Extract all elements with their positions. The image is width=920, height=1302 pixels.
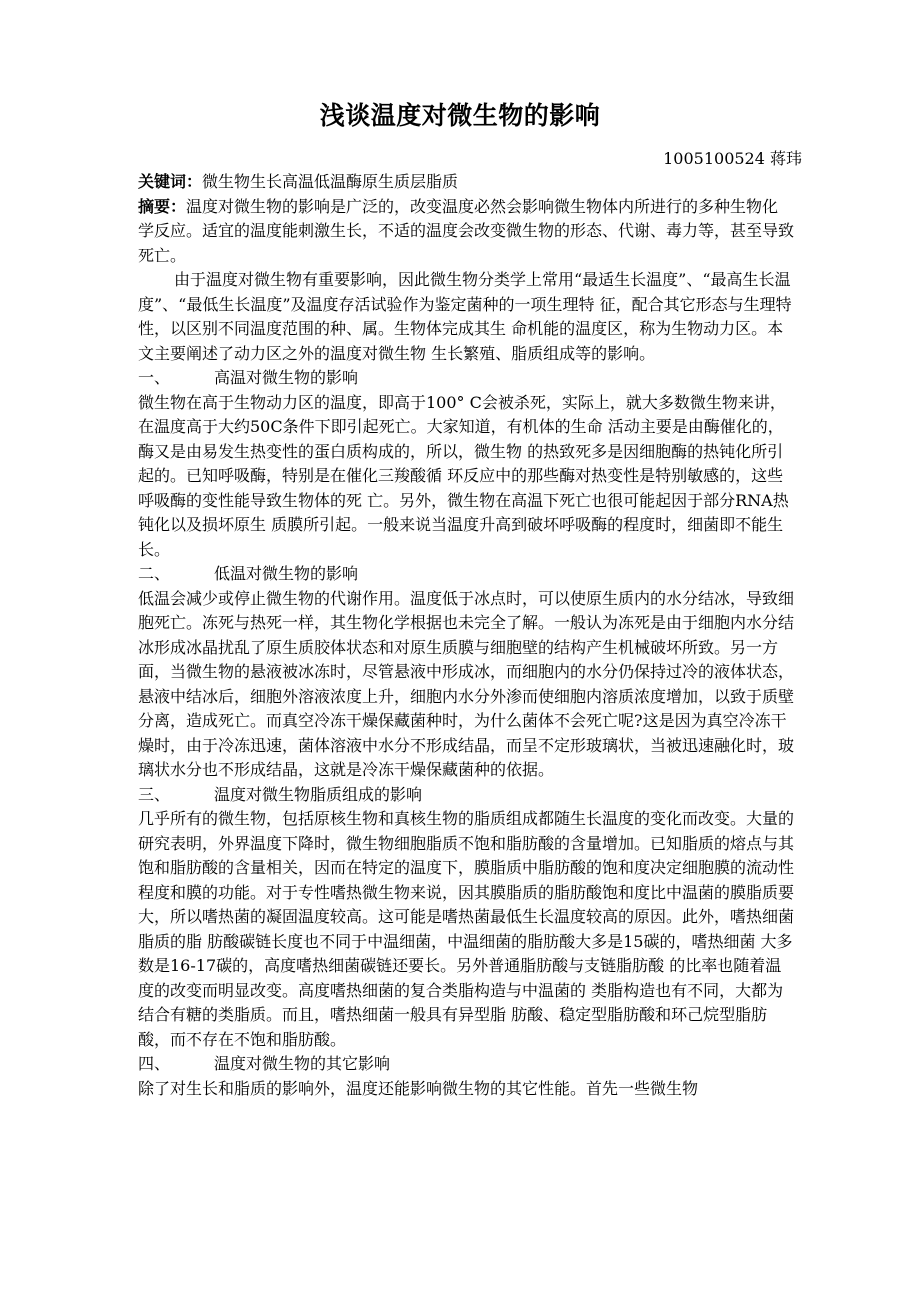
document-body xyxy=(138,170,794,1101)
section-number: 四、 xyxy=(138,1054,171,1073)
section-number: 三、 xyxy=(138,784,171,804)
section-number: 一、 xyxy=(138,368,171,387)
section-heading xyxy=(138,1052,794,1077)
section-body: 低温会减少或停止微生物的代谢作用。温度低于冰点时，可以使原生质内的水分结冰，导致细胞死亡。冻死与热死一样，其生物化学根据也未完全了解。一般认为冻死是由于细胞内水分结冰形成冰晶扰乱了原生质胶体状态和对原生质膜与细胞壁的结构产生机械破坏所致。另一方面，当微生物的悬液被冰冻时，尽管悬液中形成冰，而细胞内的水分仍保持过冷的液体状态，悬液中结冰后，细胞外溶液浓度上升，细胞内水分外渗而使细胞内溶质浓度增加，以致于质壁分离，造成死亡。而真空冷冻干燥保藏菌种时，为什么菌体不会死亡呢?这是因为真空冷冻干燥时，由于冷冻迅速，菌体溶液中水分不形成结晶，而呈不定形玻璃状，当被迅速融化时，玻璃状水分也不形成结晶，这就是冷冻干燥保藏菌种的依据。 xyxy=(138,588,795,779)
section-title: 高温对微生物的影响 xyxy=(214,368,359,387)
section-heading xyxy=(138,366,794,391)
section-body: 微生物在高于生物动力区的温度，即高于100° C会被杀死，实际上，就大多数微生物来讲，在温度高于大约50C条件下即引起死亡。大家知道，有机体的生命 活动主要是由酶催化的，酶又是由易发生热变性的蛋白质构成的，所以，微生物 的热致死多是因细胞酶的热钝化所引起的。已知呼吸酶，特别是在催化三羧酸循 环反应中的那些酶对热变性是特别敏感的，这些呼吸酶的变性能导致生物体的死 亡。另外，微生物在高温下死亡也很可能起因于部分RNA热钝化以及损坏原生 质膜所引起。一般来说当温度升高到破坏呼吸酶的程度时，细菌即不能生长。 xyxy=(138,392,789,559)
section-title: 温度对微生物的其它影响 xyxy=(214,1054,391,1073)
intro-paragraph: 由于温度对微生物有重要影响，因此微生物分类学上常用“最适生长温度”、“最高生长温度”、“最低生长温度”及温度存活试验作为鉴定菌种的一项生理特 征，配合其它形态与生理特性，以区别不同温度范围的种、属。生物体完成其生 命机能的温度区，称为生物动力区。本文主要阐述了动力区之外的温度对微生物 生长繁殖、脂质组成等的影响。 xyxy=(138,270,792,363)
keywords-paragraph xyxy=(138,170,794,195)
section-title: 温度对微生物脂质组成的影响 xyxy=(214,784,423,804)
section-title: 低温对微生物的影响 xyxy=(214,564,359,583)
abstract-label: 摘要： xyxy=(138,196,187,216)
section-heading xyxy=(138,562,794,587)
section-heading xyxy=(138,783,794,808)
abstract-paragraph xyxy=(138,195,794,269)
keywords-label: 关键词： xyxy=(138,172,203,191)
section-number: 二、 xyxy=(138,564,171,583)
page-title: 浅谈温度对微生物的影响 xyxy=(319,101,601,130)
author-line: 1005100524 蒋玮 xyxy=(663,149,802,168)
abstract-text: 温度对微生物的影响是广泛的，改变温度必然会影响微生物体内所进行的多种生物化学反应。适宜的温度能刺激生长，不适的温度会改变微生物的形态、代谢、毒力等，甚至导致死亡。 xyxy=(138,196,795,265)
section-body: 几乎所有的微生物，包括原核生物和真核生物的脂质组成都随生长温度的变化而改变。大量的研究表明，外界温度下降时，微生物细胞脂质不饱和脂肪酸的含量增加。已知脂质的熔点与其饱和脂肪酸的含量相关，因而在特定的温度下，膜脂质中脂肪酸的饱和度决定细胞膜的流动性程度和膜的功能。对于专性嗜热微生物来说，因其膜脂质的脂肪酸饱和度比中温菌的膜脂质要大，所以嗜热菌的凝固温度较高。这可能是嗜热菌最低生长温度较高的原因。此外，嗜热细菌脂质的脂 肪酸碳链长度也不同于中温细菌，中温细菌的脂肪酸大多是15碳的，嗜热细菌 大多数是16-17碳的，高度嗜热细菌碳链还要长。另外普通脂肪酸与支链脂肪酸 的比率也随着温度的改变而明显改变。高度嗜热细菌的复合类脂构造与中温菌的 类脂构造也有不同，大都为结合有糖的类脂质。而且，嗜热细菌一般具有异型脂 肪酸、稳定型脂肪酸和环己烷型脂肪酸，而不存在不饱和脂肪酸。 xyxy=(138,809,795,1049)
section-body: 除了对生长和脂质的影响外，温度还能影响微生物的其它性能。首先一些微生物 xyxy=(138,1078,699,1098)
keywords-text: 微生物生长高温低温酶原生质层脂质 xyxy=(202,172,459,191)
